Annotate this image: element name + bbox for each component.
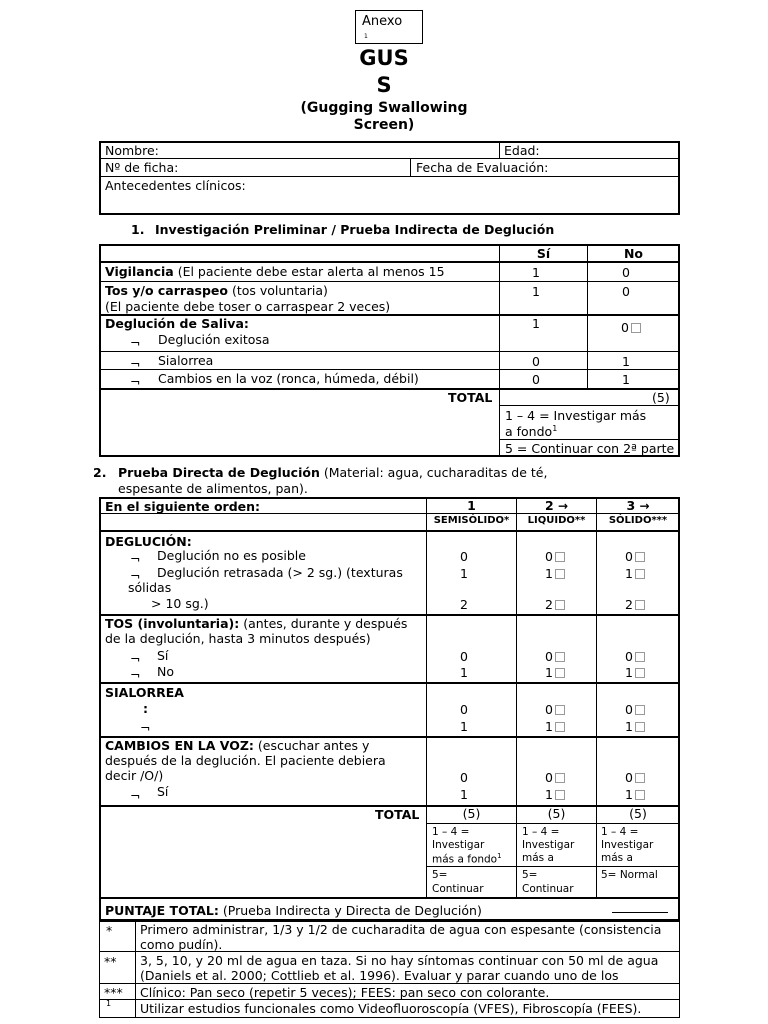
saliva-label: Deglución de Saliva:: [105, 316, 249, 331]
value-cell: 2: [545, 597, 565, 612]
divider: [100, 158, 679, 159]
sialorrea-yes: 0: [532, 354, 540, 369]
value-cell: 1: [545, 665, 565, 680]
col1-result-continuar: 5=: [432, 869, 448, 881]
value-cell: 0: [625, 702, 645, 717]
col2-result-continuar: 5=: [522, 869, 538, 881]
col1-number: 1: [467, 498, 476, 513]
value-cell: 1: [625, 787, 645, 802]
value-cell: 0: [460, 770, 468, 785]
tos-involuntaria-title: TOS (involuntaria): (antes, durante y después: [105, 616, 408, 631]
bullet-icon: ¬: [130, 788, 141, 803]
divider: [427, 866, 679, 867]
col2-result-continuar-2: Continuar: [522, 883, 574, 895]
value-cell: 1: [545, 719, 565, 734]
tos-involuntaria-title-line2: de la deglución, hasta 3 minutos después): [105, 631, 371, 646]
score-blank-line: [612, 912, 668, 913]
value-cell: 0: [545, 770, 565, 785]
checkbox-icon: [631, 323, 641, 333]
value-cell: 2: [460, 597, 468, 612]
col2-result-investigar-2: Investigar: [522, 839, 575, 851]
note-mark: **: [104, 954, 117, 969]
value-cell: 0: [625, 649, 645, 664]
checkbox-icon: [635, 569, 645, 579]
clinical-history-label: Antecedentes clínicos:: [105, 178, 246, 193]
page-subtitle: (Gugging Swallowing: [300, 100, 468, 116]
checkbox-icon: [555, 652, 565, 662]
name-field-label: Nombre:: [105, 143, 159, 158]
divider: [100, 261, 679, 263]
annex-number: 1: [364, 33, 368, 40]
file-number-label: Nº de ficha:: [105, 160, 179, 175]
value-cell: 0: [460, 649, 468, 664]
col3-result-normal: 5= Normal: [601, 869, 658, 881]
cambios-voz-no: 1: [622, 372, 630, 387]
value-cell: 0: [625, 549, 645, 564]
note-text: Clínico: Pan seco (repetir 5 veces); FEES: pan seco con colorante.: [140, 985, 550, 1000]
tos-label-line2: (El paciente debe toser o carraspear 2 veces): [105, 299, 391, 314]
cambios-voz-label: Cambios en la voz (ronca, húmeda, débil): [158, 371, 419, 386]
divider: [100, 983, 679, 984]
cambios-voz-yes: 0: [532, 372, 540, 387]
value-cell: 0: [545, 702, 565, 717]
tos-no-label: No: [157, 664, 174, 679]
divider: [100, 369, 679, 370]
divider: [426, 498, 427, 897]
note-mark: *: [106, 923, 113, 938]
value-cell: 1: [545, 566, 565, 581]
voz-si-label: Sí: [157, 784, 169, 799]
cambios-voz-title-line3: decir /O/): [105, 768, 164, 783]
section2-heading-line2: espesante de alimentos, pan).: [118, 481, 308, 496]
checkbox-icon: [635, 705, 645, 715]
checkbox-icon: [635, 552, 645, 562]
value-cell: 0: [545, 649, 565, 664]
value-cell: 1: [460, 665, 468, 680]
divider: [596, 498, 597, 897]
note-text: Primero administrar, 1/3 y 1/2 de cucharadita de agua con espesante (consistencia: [140, 922, 662, 937]
bullet-icon: ¬: [140, 720, 151, 735]
vigilancia-label: Vigilancia (El paciente debe estar alerta al menos 15: [105, 264, 445, 279]
page-subtitle-line2: Screen): [353, 117, 415, 133]
checkbox-icon: [555, 600, 565, 610]
note-text: Utilizar estudios funcionales como Videofluoroscopía (VFES), Fibroscopía (FEES).: [140, 1001, 642, 1016]
section1-result-investigar: 1 – 4 = Investigar más: [505, 408, 647, 423]
note-mark: 1: [106, 999, 112, 1008]
checkbox-icon: [555, 569, 565, 579]
bullet-icon: ¬: [130, 551, 141, 566]
note-mark: ***: [104, 985, 123, 1000]
col1-total-max: (5): [462, 806, 481, 821]
age-field-label: Edad:: [504, 143, 540, 158]
checkbox-icon: [635, 773, 645, 783]
sialorrea-title: SIALORREA: [105, 685, 184, 700]
deglucion-title: DEGLUCIÓN:: [105, 534, 192, 549]
note-text: 3, 5, 10, y 20 ml de agua en taza. Si no hay síntomas continuar con 50 ml de agua: [140, 953, 659, 968]
col-yes-header: Sí: [536, 246, 551, 261]
col2-number: 2 →: [544, 498, 569, 513]
section1-result-continuar: 5 = Continuar con 2ª parte: [505, 441, 675, 456]
tos-label: Tos y/o carraspeo (tos voluntaria): [105, 283, 328, 298]
bullet-icon: ¬: [130, 335, 141, 350]
col-no-header: No: [623, 246, 644, 261]
value-cell: 1: [625, 719, 645, 734]
divider: [100, 682, 679, 684]
divider: [100, 388, 679, 390]
bullet-icon: ¬: [130, 667, 141, 682]
section1-total-label: TOTAL: [448, 390, 493, 405]
deglucion-retrasada-label-line2: sólidas: [128, 580, 172, 595]
checkbox-icon: [555, 552, 565, 562]
section1-total-max: (5): [652, 390, 670, 405]
sialorrea-label: Sialorrea: [158, 353, 214, 368]
value-cell: 0: [460, 549, 468, 564]
bullet-icon: ¬: [130, 356, 141, 371]
sialorrea-no: 1: [622, 354, 630, 369]
col3-header: SÓLIDO***: [608, 515, 668, 526]
col2-result-investigar: 1 – 4 =: [522, 826, 560, 838]
col1-result-investigar: 1 – 4 =: [432, 826, 470, 838]
col2-result-investigar-3: más a: [522, 852, 554, 864]
puntaje-total-label: PUNTAJE TOTAL: (Prueba Indirecta y Directa de Deglución): [105, 903, 482, 918]
col3-number: 3 →: [626, 498, 650, 513]
cambios-voz-title: CAMBIOS EN LA VOZ: (escuchar antes y: [105, 738, 370, 753]
value-cell: 1: [625, 665, 645, 680]
deglucion-exitosa-label: Deglución exitosa: [158, 332, 270, 347]
deglucion-retrasada-label: Deglución retrasada (> 2 sg.) (texturas: [157, 565, 403, 580]
page-title: GUS: [359, 46, 409, 70]
deglucion-10sg-label: > 10 sg.): [151, 596, 209, 611]
checkbox-icon: [555, 773, 565, 783]
checkbox-icon: [555, 790, 565, 800]
checkbox-icon: [635, 722, 645, 732]
col1-result-continuar-2: Continuar: [432, 883, 484, 895]
checkbox-icon: [635, 668, 645, 678]
note-text-line2: como pudín).: [140, 937, 223, 952]
value-cell: 0: [460, 702, 468, 717]
col2-total-max: (5): [547, 806, 566, 821]
bullet-icon: ¬: [130, 374, 141, 389]
col3-result-investigar: 1 – 4 =: [601, 826, 639, 838]
col3-result-investigar-2: Investigar: [601, 839, 654, 851]
checkbox-icon: [555, 722, 565, 732]
divider: [135, 921, 136, 1018]
divider: [410, 159, 411, 176]
divider: [100, 176, 679, 177]
divider: [100, 351, 679, 352]
checkbox-icon: [555, 668, 565, 678]
arrow-right-icon: →: [639, 499, 650, 513]
checkbox-icon: [555, 705, 565, 715]
value-cell: 1: [460, 719, 468, 734]
col1-header: SEMISÓLIDO*: [433, 515, 510, 526]
divider: [516, 498, 517, 897]
value-cell: 0: [625, 770, 645, 785]
divider: [500, 405, 679, 406]
arrow-right-icon: →: [558, 499, 569, 513]
value-cell: 1: [460, 566, 468, 581]
checkbox-icon: [635, 600, 645, 610]
section1-number: 1.: [131, 222, 145, 237]
page-title-line2: S: [376, 73, 392, 97]
bullet-icon: ¬: [130, 568, 141, 583]
divider: [100, 897, 679, 899]
col3-total-max: (5): [629, 806, 647, 821]
col3-result-investigar-3: más a: [601, 852, 633, 864]
section2-total-label: TOTAL: [375, 807, 420, 822]
saliva-yes: 1: [532, 316, 540, 331]
value-cell: 0: [545, 549, 565, 564]
section2-heading: Prueba Directa de Deglución (Material: agua, cucharaditas de té,: [118, 465, 548, 480]
checkbox-icon: [635, 790, 645, 800]
note-text-line2: (Daniels et al. 2000; Cottlieb et al. 1996). Evaluar y parar cuando uno de los: [140, 968, 619, 983]
deglucion-no-posible-label: Deglución no es posible: [157, 548, 306, 563]
tos-yes: 1: [532, 284, 540, 299]
divider: [100, 530, 679, 532]
vigilancia-yes: 1: [532, 265, 540, 280]
value-cell: 2: [625, 597, 645, 612]
divider: [499, 142, 500, 158]
tos-si-label: Sí: [157, 648, 169, 663]
section2-number: 2.: [93, 465, 107, 480]
section1-result-investigar-line2: a fondo$^1$: [505, 424, 558, 440]
cambios-voz-title-line2: después de la deglución. El paciente debiera: [105, 753, 386, 768]
bullet-icon: ¬: [130, 651, 141, 666]
annex-label: Anexo: [362, 14, 403, 29]
col2-header: LIQUIDO**: [527, 515, 586, 526]
order-label: En el siguiente orden:: [105, 499, 261, 514]
divider: [100, 281, 679, 282]
sialorrea-colon: :: [143, 701, 148, 716]
value-cell: 1: [460, 787, 468, 802]
col1-result-investigar-2: Investigar: [432, 839, 485, 851]
saliva-no: 0: [621, 320, 641, 335]
checkbox-icon: [635, 652, 645, 662]
value-cell: 1: [545, 787, 565, 802]
divider: [427, 823, 679, 824]
tos-no: 0: [622, 284, 630, 299]
value-cell: 1: [625, 566, 645, 581]
col1-result-investigar-3: más a fondo$^1$: [432, 852, 502, 866]
evaluation-date-label: Fecha de Evaluación:: [416, 160, 549, 175]
section1-heading: Investigación Preliminar / Prueba Indirecta de Deglución: [155, 222, 555, 237]
vigilancia-no: 0: [622, 265, 630, 280]
